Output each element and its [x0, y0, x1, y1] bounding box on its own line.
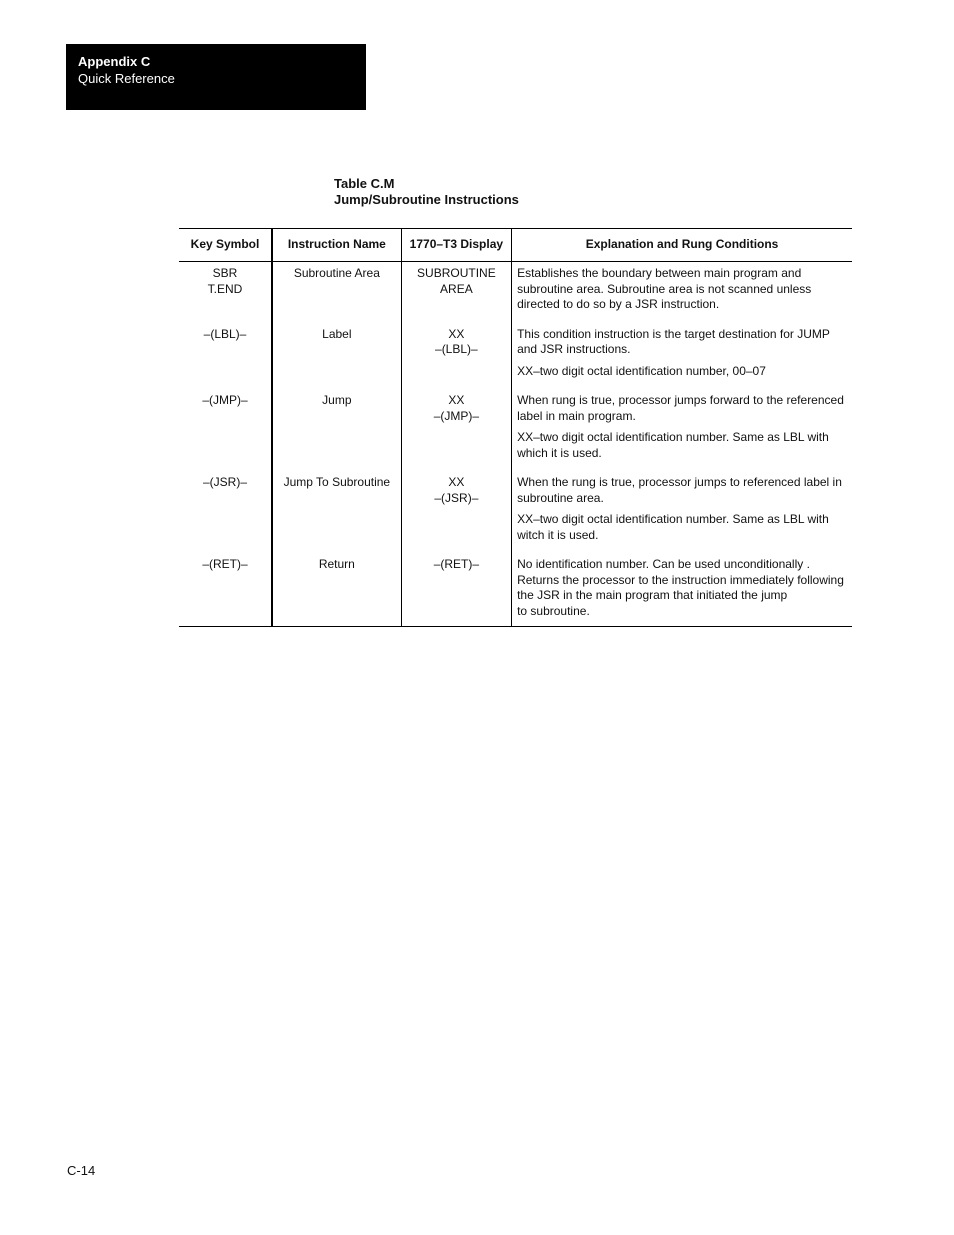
display-line: –(JSR)– — [434, 490, 479, 505]
instruction-name-cell: Jump To Subroutine — [272, 475, 401, 543]
explanation-line: No identification number. Can be used unconditionally . — [517, 557, 810, 571]
jump-subroutine-table — [179, 228, 852, 627]
key-symbol-cell: –(LBL)– — [179, 327, 272, 380]
explanation-text: When the rung is true, processor jumps to referenced label in subroutine area. — [517, 475, 842, 505]
table-row-sbr — [179, 262, 852, 313]
row-spacer — [179, 461, 852, 475]
table-row-ret — [179, 557, 852, 627]
table-row-jmp — [179, 393, 852, 461]
page-number: C-14 — [67, 1163, 96, 1178]
explanation-cell — [512, 393, 852, 461]
appendix-header — [66, 44, 366, 110]
explanation-text: XX–two digit octal identification number, 00–07 — [517, 363, 766, 378]
explanation-cell — [512, 327, 852, 380]
section-label: Quick Reference — [78, 71, 175, 86]
display-line: –(JMP)– — [433, 408, 480, 423]
appendix-label: Appendix C — [78, 54, 151, 69]
display-cell: –(RET)– — [401, 557, 511, 627]
instruction-name-cell: Label — [272, 327, 401, 380]
key-symbol-line: T.END — [207, 281, 243, 296]
key-symbol-cell — [179, 262, 272, 313]
explanation-text: XX–two digit octal identification number. Same as LBL with witch it is used. — [517, 512, 829, 542]
table-row-lbl — [179, 327, 852, 380]
explanation-cell — [512, 557, 852, 627]
column-header-instruction-name: Instruction Name — [272, 229, 401, 262]
table-header-row — [179, 229, 852, 262]
explanation-line: the JSR in the main program that initiated the jump — [517, 588, 788, 602]
display-cell — [401, 262, 511, 313]
instruction-name-cell: Subroutine Area — [272, 262, 401, 313]
display-line: –(LBL)– — [435, 342, 478, 356]
row-spacer — [179, 379, 852, 393]
display-cell — [401, 327, 511, 380]
explanation-line: to subroutine. — [517, 603, 590, 618]
column-header-key-symbol: Key Symbol — [179, 229, 272, 262]
explanation-text: This condition instruction is the target destination for JUMP and JSR instructions. — [517, 326, 830, 356]
display-cell — [401, 475, 511, 543]
table-caption — [334, 176, 519, 208]
key-symbol-cell: –(RET)– — [179, 557, 272, 627]
row-spacer — [179, 313, 852, 327]
explanation-cell — [512, 262, 852, 313]
table-title: Jump/Subroutine Instructions — [334, 192, 519, 207]
instruction-name-cell: Return — [272, 557, 401, 627]
display-line: AREA — [440, 281, 473, 296]
key-symbol-line: SBR — [212, 266, 238, 280]
display-cell — [401, 393, 511, 461]
instruction-name-cell: Jump — [272, 393, 401, 461]
explanation-text: Establishes the boundary between main program and subroutine area. Subroutine area is not scanned unless directed to do so by a JSR instruction. — [517, 266, 812, 311]
row-spacer — [179, 543, 852, 557]
display-line: XX — [448, 326, 465, 341]
table-row-jsr — [179, 475, 852, 543]
display-line: XX — [448, 393, 465, 407]
explanation-text: When rung is true, processor jumps forward to the referenced label in main program. — [517, 393, 844, 423]
explanation-line: Returns the processor to the instruction immediately following — [517, 572, 844, 587]
display-line: XX — [448, 475, 465, 489]
column-header-display: 1770–T3 Display — [401, 229, 511, 262]
display-line: SUBROUTINE — [417, 266, 496, 280]
column-header-explanation: Explanation and Rung Conditions — [512, 229, 852, 262]
table-number: Table C.M — [334, 176, 395, 191]
key-symbol-cell: –(JMP)– — [179, 393, 272, 461]
explanation-text: XX–two digit octal identification number. Same as LBL with which it is used. — [517, 430, 829, 460]
explanation-cell — [512, 475, 852, 543]
key-symbol-cell: –(JSR)– — [179, 475, 272, 543]
